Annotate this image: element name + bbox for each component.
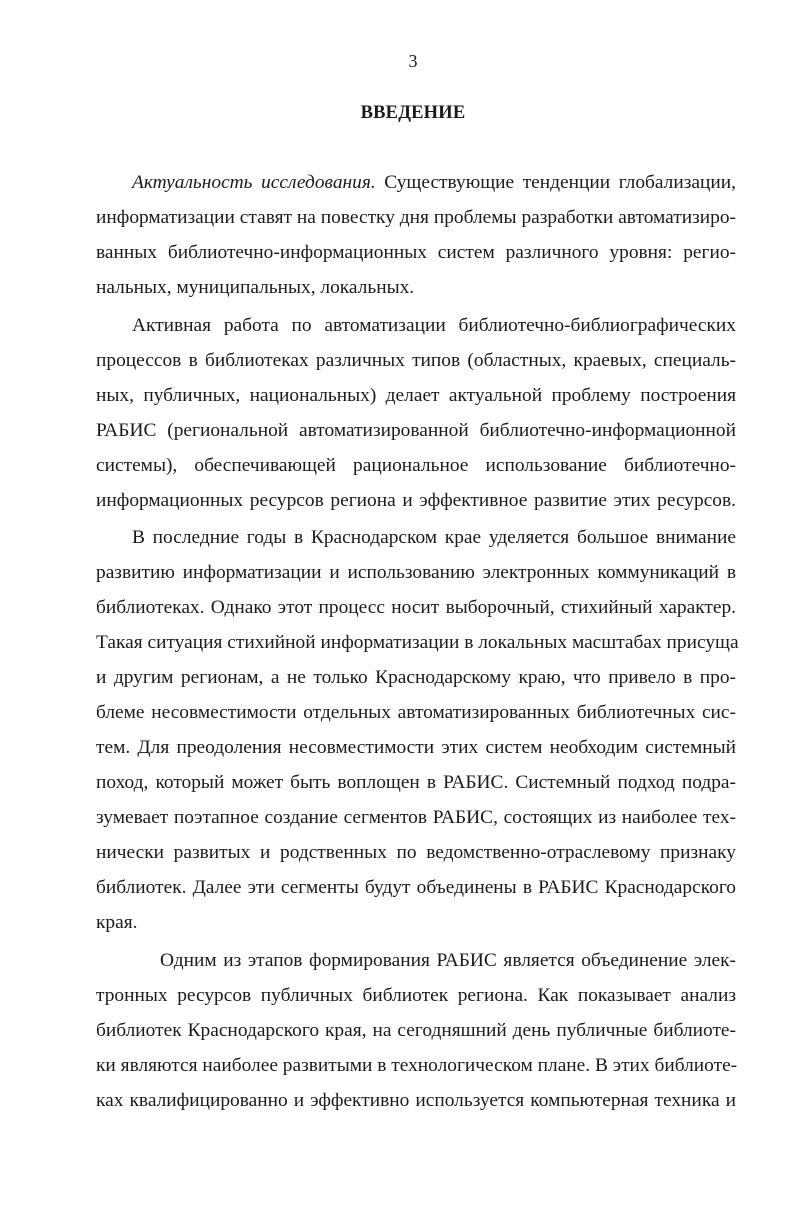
paragraph-2-line-2: процессов в библиотеках различных типов (областных, краевых, специаль- <box>96 350 736 371</box>
paragraph-3-line-12: края. <box>96 912 138 933</box>
paragraph-4-line-3: библиотек Краснодарского края, на сегодняшний день публичные библиоте- <box>96 1020 736 1041</box>
paragraph-1-line-4: нальных, муниципальных, локальных. <box>96 277 415 298</box>
lead-italic-phrase: Актуальность исследования. <box>132 172 376 193</box>
paragraph-2-line-3: ных, публичных, национальных) делает актуальной проблему построения <box>96 385 736 406</box>
paragraph-4-line-2: тронных ресурсов публичных библиотек региона. Как показывает анализ <box>96 985 736 1006</box>
paragraph-3-line-1: В последние годы в Краснодарском крае уделяется большое внимание <box>132 527 736 548</box>
paragraph-2-line-1: Активная работа по автоматизации библиотечно-библиографических <box>132 315 736 336</box>
paragraph-4-line-5: ках квалифицированно и эффективно используется компьютерная техника и <box>96 1090 736 1111</box>
paragraph-3-line-8: поход, который может быть воплощен в РАБИС. Системный подход подра- <box>96 772 736 793</box>
paragraph-3-line-5: и другим регионам, а не только Краснодарскому краю, что привело в про- <box>96 667 736 688</box>
paragraph-3-line-11: библиотек. Далее эти сегменты будут объединены в РАБИС Краснодарского <box>96 877 736 898</box>
paragraph-2-line-5: системы), обеспечивающей рациональное использование библиотечно- <box>96 455 736 476</box>
paragraph-4-line-1: Одним из этапов формирования РАБИС является объединение элек- <box>160 950 736 971</box>
paragraph-3-line-3: библиотеках. Однако этот процесс носит выборочный, стихийный характер. <box>96 597 736 618</box>
paragraph-1-line-2: информатизации ставят на повестку дня проблемы разработки автоматизиро- <box>96 207 736 228</box>
paragraph-3-line-9: зумевает поэтапное создание сегментов РАБИС, состоящих из наиболее тех- <box>96 807 736 828</box>
paragraph-1-line-1: Актуальность исследования. Существующие тенденции глобализации, <box>132 172 736 193</box>
paragraph-3-line-2: развитию информатизации и использованию электронных коммуникаций в <box>96 562 736 583</box>
paragraph-1-line-3: ванных библиотечно-информационных систем различного уровня: регио- <box>96 242 736 263</box>
paragraph-4-line-4: ки являются наиболее развитыми в технологическом плане. В этих библиоте- <box>96 1055 738 1076</box>
paragraph-2-line-6: информационных ресурсов региона и эффективное развитие этих ресурсов. <box>96 490 736 511</box>
page-number: 3 <box>408 51 418 71</box>
paragraph-3-line-7: тем. Для преодоления несовместимости этих систем необходим системный <box>96 737 736 758</box>
section-heading: ВВЕДЕНИЕ <box>360 103 466 123</box>
paragraph-2-line-4: РАБИС (региональной автоматизированной библиотечно-информационной <box>96 420 736 441</box>
paragraph-3-line-4: Такая ситуация стихийной информатизации в локальных масштабах присуща <box>96 632 739 653</box>
paragraph-3-line-6: блеме несовместимости отдельных автоматизированных библиотечных сис- <box>96 702 736 723</box>
paragraph-3-line-10: нически развитых и родственных по ведомственно-отраслевому признаку <box>96 842 736 863</box>
